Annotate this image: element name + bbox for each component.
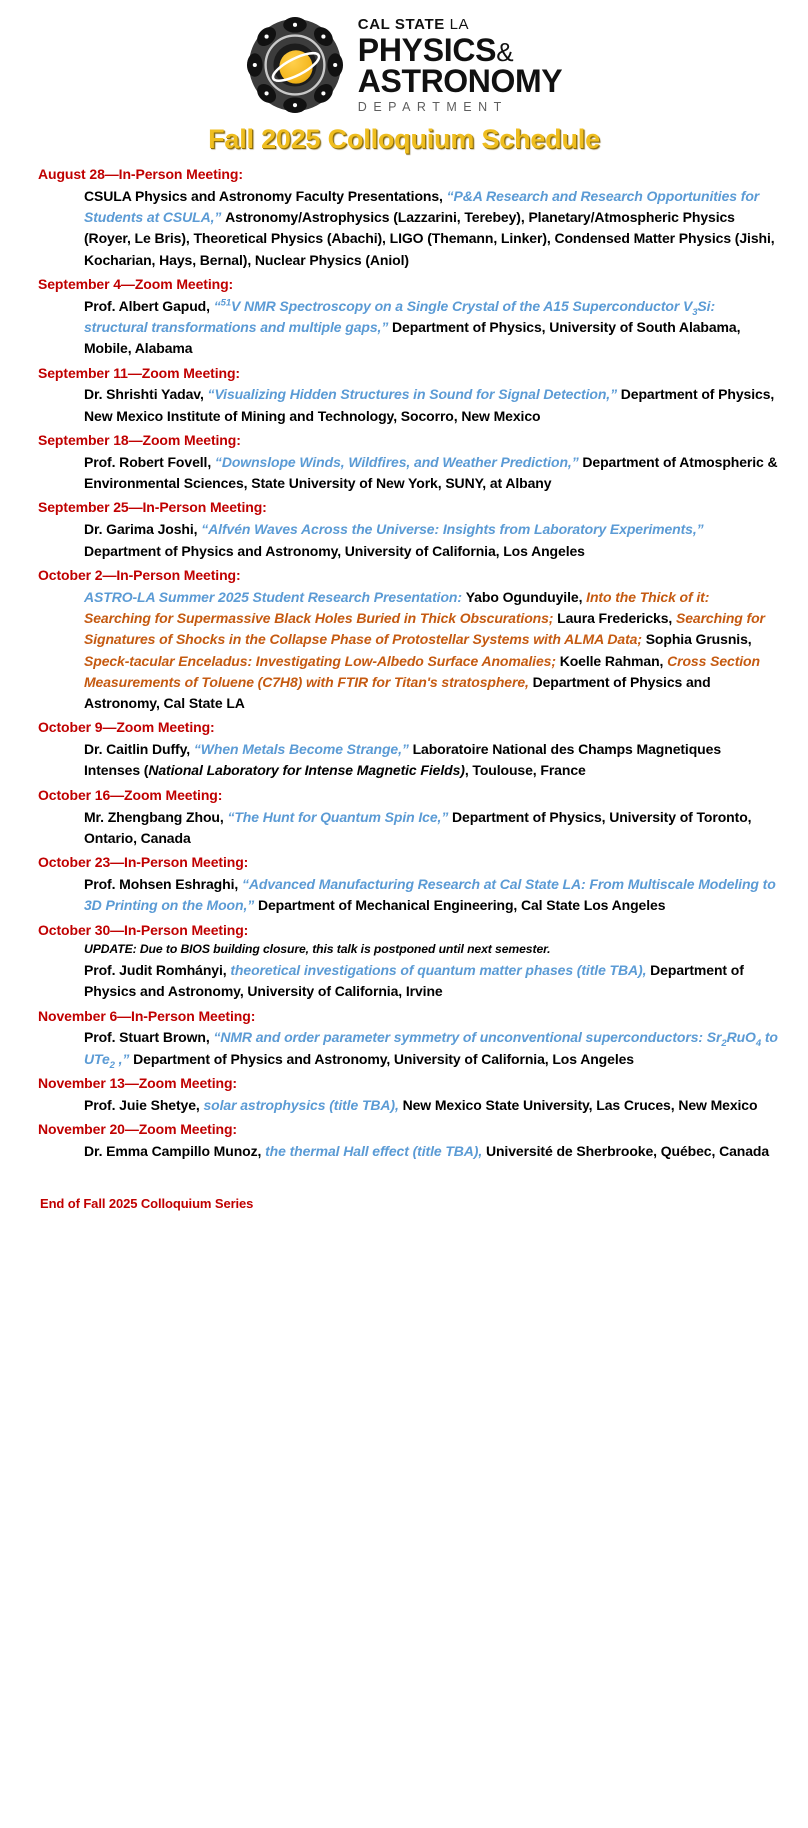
entry-description bbox=[38, 384, 778, 427]
translated-name: National Laboratory for Intense Magnetic Fields) bbox=[148, 762, 465, 779]
entry-date: October 30—In-Person Meeting: bbox=[38, 921, 249, 938]
talk-title: “NMR and order parameter symmetry of unconventional superconductors: $Sr_2RuO_4$ to UTe$_2$ ,” bbox=[84, 1029, 778, 1071]
talk-title: “The Hunt for Quantum Spin Ice,” bbox=[227, 808, 453, 825]
talk-title: “Advanced Manufacturing Research at Cal State LA: From Multiscale Modeling to 3D Printing on the Moon,” bbox=[84, 875, 776, 914]
entry-date: November 13—Zoom Meeting: bbox=[38, 1075, 237, 1092]
speaker-affiliation: Department of Physics and Astronomy, University of California, Los Angeles bbox=[84, 542, 585, 559]
logo-calstate-text: CAL STATE bbox=[357, 15, 445, 33]
page-title: Fall 2025 Colloquium Schedule bbox=[208, 124, 600, 154]
speaker-affiliation: , Toulouse, France bbox=[464, 762, 586, 779]
entry-date: October 2—In-Person Meeting: bbox=[38, 566, 241, 583]
speaker-affiliation: Sophia Grusnis, bbox=[645, 631, 752, 648]
logo-astronomy-text: ASTRONOMY bbox=[357, 63, 563, 100]
entry-date: September 25—In-Person Meeting: bbox=[38, 499, 267, 516]
entry-description bbox=[38, 519, 778, 562]
entry-update-note: UPDATE: Due to BIOS building closure, this talk is postponed until next semester. bbox=[84, 942, 551, 957]
colloquium-entry-list bbox=[0, 165, 808, 1162]
speaker-affiliation: Koelle Rahman, bbox=[559, 652, 668, 669]
speaker-affiliation: Department of Physics and Astronomy, University of California, Irvine bbox=[84, 962, 744, 1000]
speaker-affiliation: Astronomy/Astrophysics (Lazzarini, Terebey), Planetary/Atmospheric Physics (Royer, Le Bris), Theoretical Physics (Abachi), LIGO (Themann, Linker), Condensed Matter Physics (Jishi, Kocharian, Hays, Bernal), Nuclear Physics (Aniol) bbox=[84, 209, 775, 268]
entry-description bbox=[38, 807, 778, 850]
colloquium-entry bbox=[38, 921, 778, 1003]
entry-description bbox=[38, 1027, 778, 1070]
speaker-affiliation: Mr. Zhengbang Zhou, bbox=[84, 808, 228, 825]
entry-date: September 11—Zoom Meeting: bbox=[38, 364, 240, 381]
speaker-affiliation: Université de Sherbrooke, Québec, Canada bbox=[485, 1143, 770, 1160]
talk-title: “$^{51}$V NMR Spectroscopy on a Single Crystal of the A15 Superconductor $V_3Si$: structural transformations and multiple gaps,” bbox=[84, 297, 716, 336]
colloquium-entry bbox=[38, 786, 778, 849]
entry-date: October 23—In-Person Meeting: bbox=[38, 854, 249, 871]
logo-calstate-line bbox=[358, 17, 562, 32]
entry-description bbox=[38, 1095, 778, 1116]
talk-title: “When Metals Become Strange,” bbox=[193, 741, 413, 758]
student-talk-title: Cross Section Measurements of Toluene (C7H8) with FTIR for Titan's stratosphere, bbox=[84, 652, 760, 690]
entry-description bbox=[38, 941, 778, 1002]
colloquium-entry bbox=[38, 853, 778, 916]
student-talk-title: Speck-tacular Enceladus: Investigating Low-Albedo Surface Anomalies; bbox=[84, 652, 560, 669]
speaker-affiliation: Department of Physics and Astronomy, Cal State LA bbox=[84, 673, 711, 712]
physics-astronomy-planet-icon bbox=[246, 16, 344, 114]
colloquium-entry bbox=[38, 1120, 778, 1162]
talk-title: ASTRO-LA Summer 2025 Student Research Presentation: bbox=[84, 588, 466, 605]
entry-date: November 6—In-Person Meeting: bbox=[38, 1007, 256, 1024]
colloquium-entry bbox=[38, 718, 778, 781]
talk-title: “Downslope Winds, Wildfires, and Weather Prediction,” bbox=[214, 453, 583, 470]
colloquium-entry bbox=[38, 165, 778, 271]
talk-title: “Visualizing Hidden Structures in Sound for Signal Detection,” bbox=[207, 386, 621, 403]
entry-description bbox=[38, 1141, 778, 1162]
speaker-affiliation: New Mexico State University, Las Cruces, New Mexico bbox=[402, 1096, 758, 1113]
talk-title: solar astrophysics (title TBA), bbox=[203, 1096, 403, 1113]
speaker-affiliation: Yabo Ogunduyile, bbox=[465, 588, 587, 605]
entry-description bbox=[38, 452, 778, 495]
entry-description bbox=[38, 739, 778, 782]
department-logo bbox=[0, 0, 808, 118]
entry-date: September 18—Zoom Meeting: bbox=[38, 432, 241, 449]
colloquium-entry bbox=[38, 1074, 778, 1116]
logo-physics-text: PHYSICS bbox=[357, 31, 497, 68]
speaker-affiliation: Prof. Judit Romhányi, bbox=[84, 962, 231, 979]
speaker-affiliation: CSULA Physics and Astronomy Faculty Presentations, bbox=[84, 187, 447, 204]
entry-date: August 28—In-Person Meeting: bbox=[38, 166, 243, 182]
talk-title: theoretical investigations of quantum matter phases (title TBA), bbox=[230, 962, 651, 979]
colloquium-entry bbox=[38, 364, 778, 427]
colloquium-entry bbox=[38, 566, 778, 714]
colloquium-entry bbox=[38, 275, 778, 360]
talk-title: the thermal Hall effect (title TBA), bbox=[265, 1143, 486, 1160]
colloquium-entry bbox=[38, 498, 778, 561]
entry-description bbox=[38, 296, 778, 360]
speaker-affiliation: Department of Physics, University of South Alabama, Mobile, Alabama bbox=[84, 319, 741, 357]
speaker-affiliation: Department of Mechanical Engineering, Cal State Los Angeles bbox=[257, 897, 666, 914]
logo-la-text: LA bbox=[449, 15, 470, 33]
speaker-affiliation: Prof. Stuart Brown, bbox=[84, 1029, 214, 1046]
logo-ampersand: & bbox=[496, 36, 514, 67]
entry-date: September 4—Zoom Meeting: bbox=[38, 275, 234, 292]
student-talk-title: Searching for Signatures of Shocks in the Collapse Phase of Protostellar Systems with ALMA Data; bbox=[84, 609, 765, 648]
entry-date: November 20—Zoom Meeting: bbox=[38, 1121, 237, 1138]
speaker-affiliation: Dr. Garima Joshi, bbox=[84, 521, 202, 538]
student-talk-title: Into the Thick of it: Searching for Supermassive Black Holes Buried in Thick Obscurations; bbox=[84, 588, 710, 626]
speaker-affiliation: Prof. Juie Shetye, bbox=[84, 1096, 204, 1113]
entry-description bbox=[38, 186, 778, 271]
series-end-note: End of Fall 2025 Colloquium Series bbox=[40, 1196, 254, 1212]
talk-title: “Alfvén Waves Across the Universe: Insights from Laboratory Experiments,” bbox=[201, 521, 704, 538]
entry-description bbox=[38, 587, 778, 715]
colloquium-entry bbox=[38, 1007, 778, 1070]
speaker-affiliation: Dr. Emma Campillo Munoz, bbox=[84, 1143, 266, 1160]
speaker-affiliation: Dr. Caitlin Duffy, bbox=[84, 741, 194, 758]
speaker-affiliation: Prof. Mohsen Eshraghi, bbox=[84, 875, 242, 892]
speaker-affiliation: Laura Fredericks, bbox=[557, 609, 676, 626]
speaker-affiliation: Department of Atmospheric & Environmental Sciences, State University of New York, SUNY, at Albany bbox=[84, 453, 778, 492]
logo-department-text: DEPARTMENT bbox=[357, 99, 508, 114]
speaker-affiliation: Department of Physics, University of Toronto, Ontario, Canada bbox=[84, 808, 752, 846]
talk-title: “P&A Research and Research Opportunities for Students at CSULA,” bbox=[84, 187, 760, 226]
speaker-affiliation: Dr. Shrishti Yadav, bbox=[84, 386, 208, 403]
speaker-affiliation: Department of Physics, New Mexico Institute of Mining and Technology, Socorro, New Mexico bbox=[84, 386, 775, 424]
entry-description bbox=[38, 874, 778, 917]
speaker-affiliation: Prof. Albert Gapud, bbox=[84, 297, 214, 314]
speaker-affiliation: Laboratoire National des Champs Magnetiques Intenses ( bbox=[84, 741, 722, 779]
speaker-affiliation: Department of Physics and Astronomy, University of California, Los Angeles bbox=[133, 1050, 634, 1067]
speaker-affiliation: Prof. Robert Fovell, bbox=[84, 453, 215, 470]
entry-date: October 16—Zoom Meeting: bbox=[38, 786, 223, 803]
logo-wordmark bbox=[358, 17, 562, 113]
entry-date: October 9—Zoom Meeting: bbox=[38, 719, 215, 736]
logo-physics-line bbox=[357, 31, 562, 68]
colloquium-entry bbox=[38, 431, 778, 494]
